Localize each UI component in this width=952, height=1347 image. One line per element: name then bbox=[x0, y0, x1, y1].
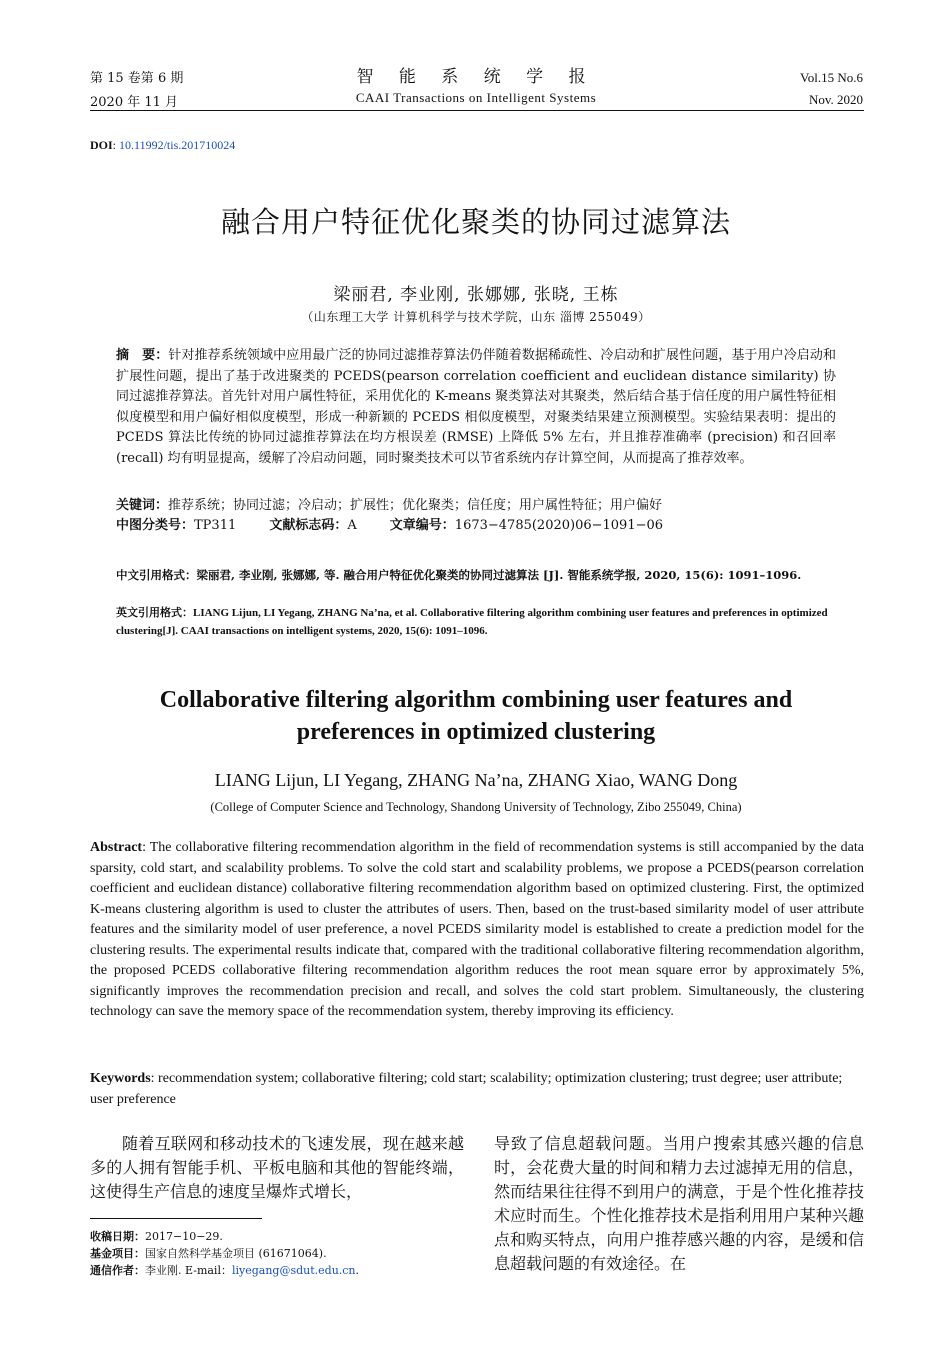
abstract-en-label: Abstract bbox=[90, 840, 143, 855]
keywords-zh-text: 推荐系统；协同过滤；冷启动；扩展性；优化聚类；信任度；用户属性特征；用户偏好 bbox=[168, 498, 663, 513]
fund-value: 国家自然科学基金项目 (61671064). bbox=[145, 1247, 327, 1260]
doi-label: DOI bbox=[90, 138, 113, 152]
header-rule bbox=[90, 110, 864, 111]
footnote-corresponding bbox=[90, 1262, 464, 1279]
affiliation-zh: （山东理工大学 计算机科学与技术学院，山东 淄博 255049） bbox=[301, 310, 651, 324]
footnote-received bbox=[90, 1228, 464, 1245]
abstract-en bbox=[90, 838, 864, 1023]
footnote-rule bbox=[90, 1218, 262, 1219]
clc-value: TP311 bbox=[194, 518, 237, 533]
authors-zh: 梁丽君, 李业刚, 张娜娜, 张晓, 王栋 bbox=[333, 285, 619, 305]
citation-zh: 中文引用格式：梁丽君, 李业刚, 张娜娜, 等. 融合用户特征优化聚类的协同过滤算法 [J]. 智能系统学报, 2020, 15(6): 1091–1096. bbox=[116, 568, 802, 582]
doi-line: DOI: 10.11992/tis.201710024 bbox=[90, 138, 236, 152]
header-month-year: Nov. 2020 bbox=[808, 92, 863, 107]
authors-en: LIANG Lijun, LI Yegang, ZHANG Na’na, ZHANG Xiao, WANG Dong bbox=[214, 770, 738, 790]
affiliation-en: (College of Computer Science and Technology, Shandong University of Technology, Zibo 255049, China) bbox=[210, 800, 742, 814]
abstract-zh-text: 针对推荐系统领域中应用最广泛的协同过滤推荐算法仍伴随着数据稀疏性、冷启动和扩展性问题，基于用户冷启动和扩展性问题，提出了基于改进聚类的 PCEDS(pearson correlation coefficient and euclidean distance similarity) 协同过滤推荐算法。首先针对用户属性特征，采用优化的 K-means 聚类算法对其聚类，然后结合基于信任度的用户属性特征相似度模型和用户偏好相似度模型，形成一种新颖的 PCEDS 相似度模型，对聚类结果建立预测模型。实验结果表明：提出的 PCEDS 算法比传统的协同过滤推荐算法在均方根误差 (RMSE) 上降低 5% 左右，并且推荐准确率 (precision) 和召回率 (recall) 均有明显提高，缓解了冷启动问题，同时聚类技术可以节省系统内存计算空间，从而提高了推荐效率。 bbox=[116, 348, 836, 466]
journal-name-en: CAAI Transactions on Intelligent Systems bbox=[355, 90, 597, 105]
title-zh: 融合用户特征优化聚类的协同过滤算法 bbox=[220, 205, 731, 239]
footnote-fund bbox=[90, 1245, 464, 1262]
keywords-en-label: Keywords bbox=[90, 1071, 151, 1086]
article-no-label: 文章编号： bbox=[389, 518, 455, 533]
doi-link[interactable]: 10.11992/tis.201710024 bbox=[119, 138, 236, 152]
header-volume-issue: 第 15 卷第 6 期 bbox=[90, 71, 184, 86]
classification-line bbox=[116, 516, 836, 536]
abstract-en-text: : The collaborative filtering recommendation algorithm in the field of recommendation systems is still accompanied by the data sparsity, cold start, and scalability problems. To solve the cold start and scalability problems, we propose a PCEDS(pearson correlation coefficient and euclidean distance) collaborative filtering recommendation algorithm based on optimized clustering. First, the optimized K-means clustering algorithm is used to cluster the attributes of users. Then, based on the trust-based similarity model of user attribute features and the similarity model of user preference, a novel PCEDS similarity model is established to create a prediction model for the clustering results. The experimental results indicate that, compared with the traditional collaborative filtering recommendation algorithm, the proposed PCEDS collaborative filtering recommendation algorithm reduces the root mean square error by approximately 5%, significantly improves the recommendation precision and recall, and solves the cold start problem. Simultaneously, the clustering technology can save the memory space of the recommendation system, thereby improving its efficiency. bbox=[90, 840, 864, 1019]
title-en: Collaborative filtering algorithm combining user features and preferences in optimized clustering bbox=[159, 687, 793, 745]
article-no-value: 1673−4785(2020)06−1091−06 bbox=[454, 518, 664, 533]
doc-code-value: A bbox=[347, 518, 357, 533]
journal-name-zh: 智 能 系 统 学 报 bbox=[356, 67, 596, 87]
body-right-column: 导致了信息超载问题。当用户搜索其感兴趣的信息时，会花费大量的时间和精力去过滤掉无用的信息，然而结果往往得不到用户的满意，于是个性化推荐技术应时而生。个性化推荐技术是指利用用户某种兴趣点和购买特点，向用户推荐感兴趣的内容，是缓和信息超载问题的有效途径。在 bbox=[494, 1134, 864, 1273]
corr-email-link[interactable]: liyegang@sdut.edu.cn bbox=[231, 1264, 356, 1277]
header-date: 2020 年 11 月 bbox=[90, 95, 179, 110]
corr-end: . bbox=[355, 1264, 360, 1277]
received-value: 2017−10−29. bbox=[145, 1230, 223, 1243]
keywords-en bbox=[90, 1069, 864, 1110]
doc-code-label: 文献标志码： bbox=[269, 518, 348, 533]
corr-label: 通信作者： bbox=[90, 1264, 145, 1277]
keywords-en-text: : recommendation system; collaborative filtering; cold start; scalability; optimization clustering; trust degree; user attribute; user preference bbox=[90, 1071, 843, 1107]
keywords-zh bbox=[116, 496, 836, 516]
keywords-zh-label: 关键词： bbox=[116, 498, 169, 513]
abstract-zh bbox=[116, 346, 836, 469]
footnotes bbox=[90, 1228, 464, 1279]
abstract-zh-label: 摘 要： bbox=[116, 348, 169, 363]
citation-en: 英文引用格式：LIANG Lijun, LI Yegang, ZHANG Na’na, et al. Collaborative filtering algorithm combining user features and preferences in optimized clustering[J]. CAAI transactions on intelligent systems, 2020, 15(6): 1091–1096. bbox=[116, 607, 828, 637]
body-left-column: 随着互联网和移动技术的飞速发展，现在越来越多的人拥有智能手机、平板电脑和其他的智能终端，这使得生产信息的速度呈爆炸式增长， bbox=[90, 1134, 464, 1201]
received-label: 收稿日期： bbox=[90, 1230, 145, 1243]
fund-label: 基金项目： bbox=[90, 1247, 145, 1260]
header-vol-no: Vol.15 No.6 bbox=[800, 70, 863, 85]
corr-value: 李业刚. E-mail： bbox=[145, 1264, 232, 1277]
clc-label: 中图分类号： bbox=[116, 518, 195, 533]
